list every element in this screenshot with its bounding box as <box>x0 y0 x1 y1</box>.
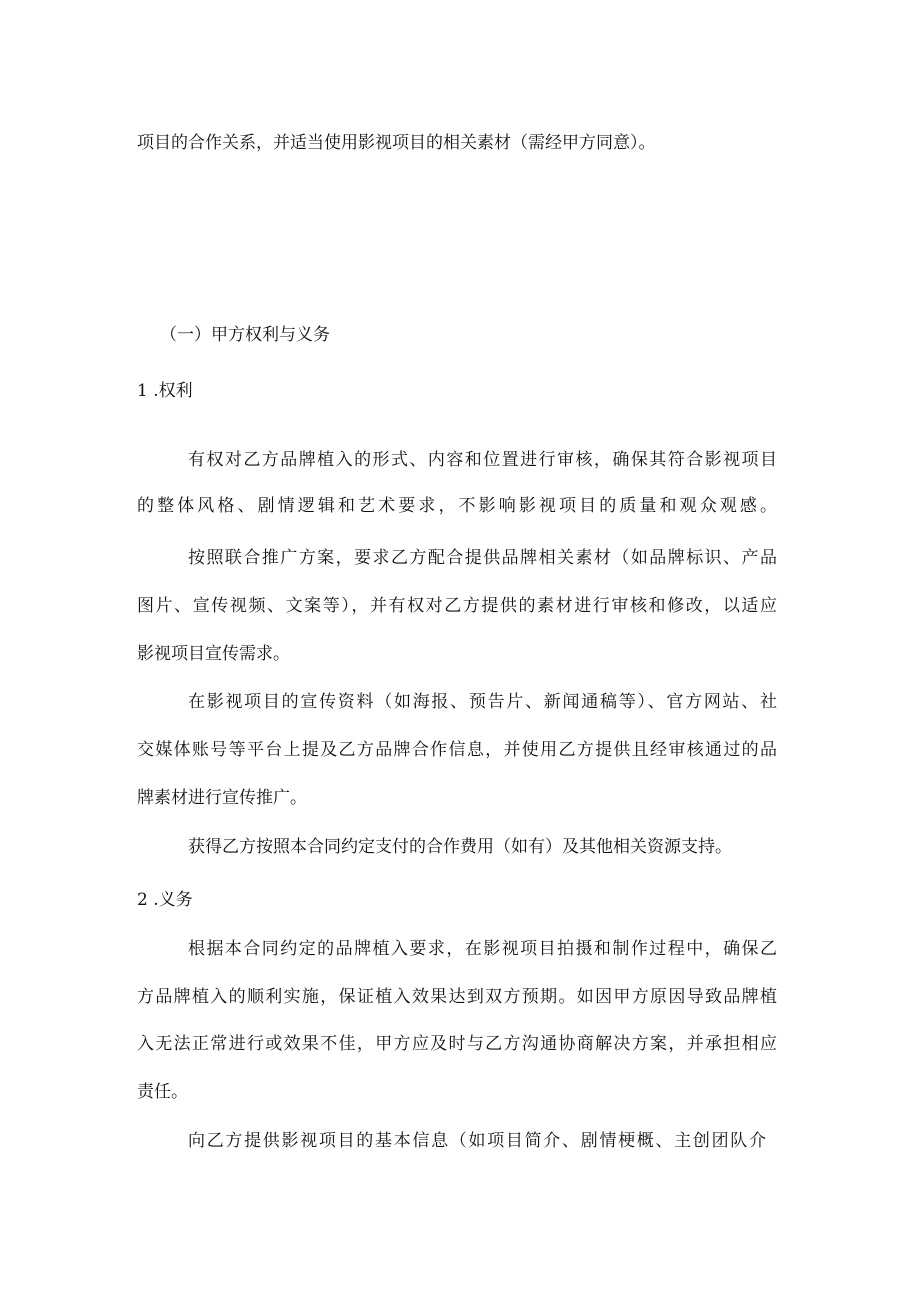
rights-paragraph-1-line-1: 有权对乙方品牌植入的形式、内容和位置进行审核，确保其符合影视项目 <box>188 450 777 470</box>
obligations-paragraph-1-line-3: 入无法正常进行或效果不佳，甲方应及时与乙方沟通协商解决方案，并承担相应 <box>137 1034 777 1054</box>
intro-line: 项目的合作关系，并适当使用影视项目的相关素材（需经甲方同意）。 <box>137 133 656 153</box>
rights-paragraph-4-line-1: 获得乙方按照本合同约定支付的合作费用（如有）及其他相关资源支持。 <box>188 837 732 857</box>
rights-heading: 1 .权利 <box>137 381 193 401</box>
rights-paragraph-1-line-2: 的整体风格、剧情逻辑和艺术要求，不影响影视项目的质量和观众观感。 <box>137 496 777 516</box>
obligations-paragraph-2-line-1: 向乙方提供影视项目的基本信息（如项目简介、剧情梗概、主创团队介 <box>188 1131 766 1151</box>
rights-paragraph-3-line-1: 在影视项目的宣传资料（如海报、预告片、新闻通稿等）、官方网站、社 <box>188 692 777 712</box>
obligations-paragraph-1-line-1: 根据本合同约定的品牌植入要求，在影视项目拍摄和制作过程中，确保乙 <box>188 939 777 959</box>
rights-paragraph-2-line-2: 图片、宣传视频、文案等），并有权对乙方提供的素材进行审核和修改，以适应 <box>137 596 777 616</box>
obligations-paragraph-1-line-2: 方品牌植入的顺利实施，保证植入效果达到双方预期。如因甲方原因导致品牌植 <box>137 987 777 1007</box>
obligations-heading: 2 .义务 <box>137 890 193 910</box>
rights-paragraph-2-line-3: 影视项目宣传需求。 <box>137 644 290 664</box>
obligations-paragraph-1-line-4: 责任。 <box>137 1082 188 1102</box>
section-heading: （一）甲方权利与义务 <box>160 325 330 345</box>
rights-paragraph-2-line-1: 按照联合推广方案，要求乙方配合提供品牌相关素材（如品牌标识、产品 <box>188 548 777 568</box>
rights-paragraph-3-line-3: 牌素材进行宣传推广。 <box>137 788 307 808</box>
rights-paragraph-3-line-2: 交媒体账号等平台上提及乙方品牌合作信息，并使用乙方提供且经审核通过的品 <box>137 740 777 760</box>
